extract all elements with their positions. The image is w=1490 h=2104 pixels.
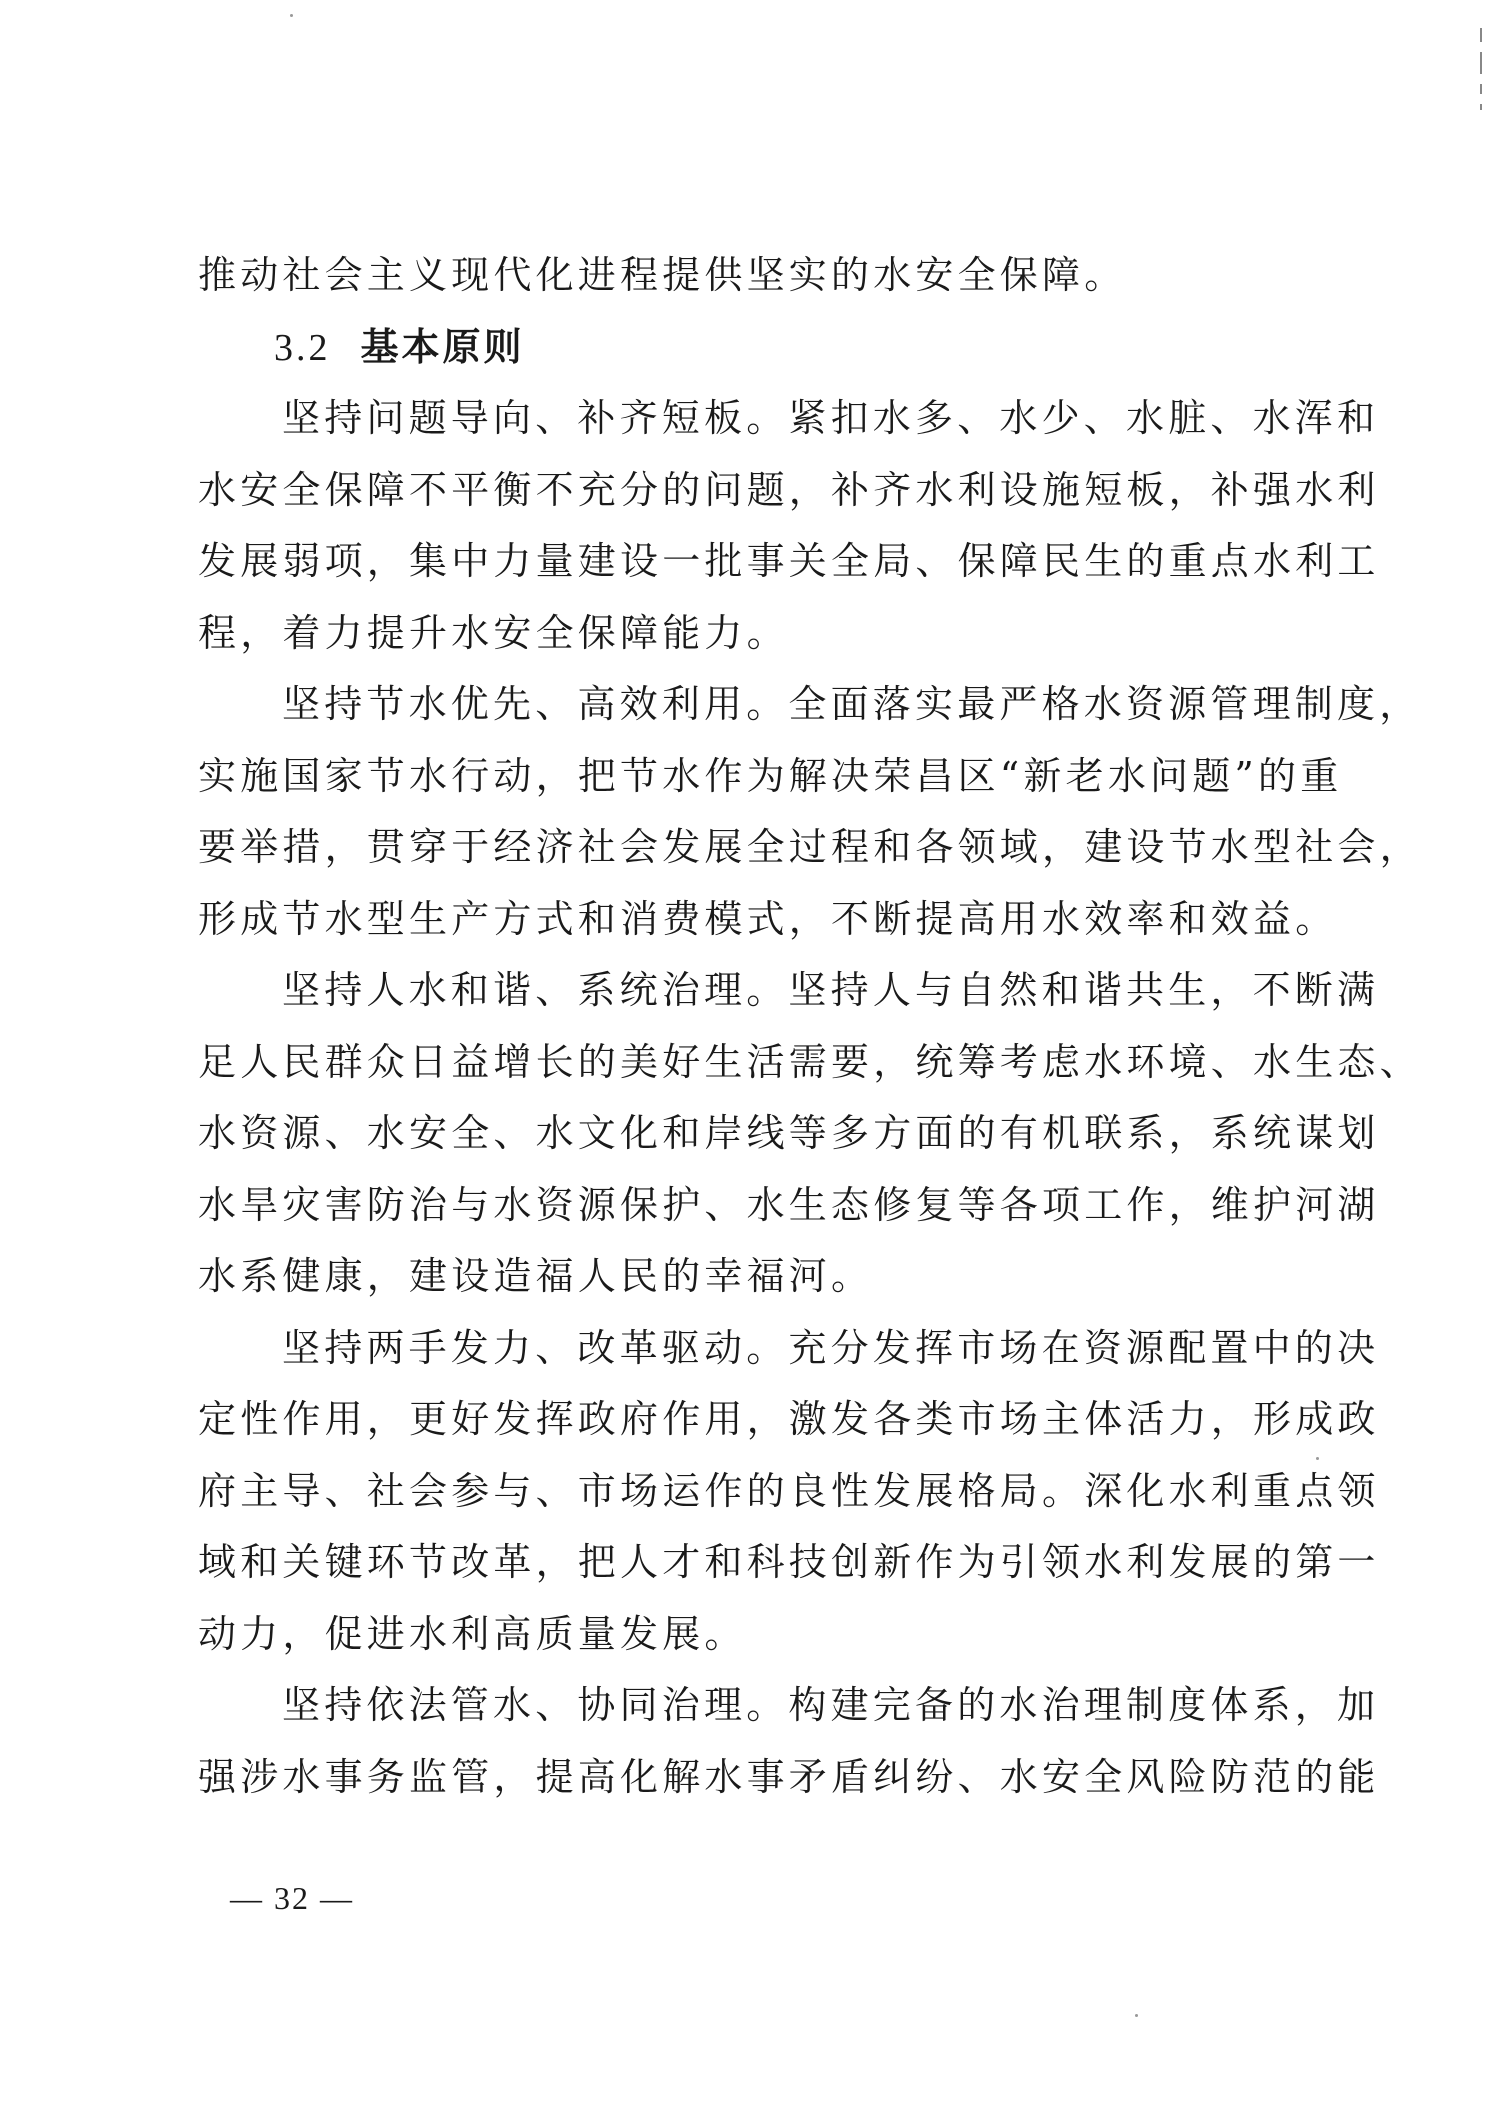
scan-mark — [1480, 84, 1482, 94]
text-line: 足人民群众日益增长的美好生活需要，统筹考虑水环境、水生态、 — [198, 1039, 1422, 1084]
text-line: 坚持两手发力、改革驱动。充分发挥市场在资源配置中的决 — [282, 1325, 1380, 1370]
text-line: 形成节水型生产方式和消费模式，不断提高用水效率和效益。 — [198, 896, 1338, 941]
scan-dot — [1135, 2014, 1138, 2017]
body-text — [198, 240, 1422, 1813]
text-line: 水旱灾害防治与水资源保护、水生态修复等各项工作，维护河湖 — [198, 1182, 1380, 1227]
scan-mark — [1480, 52, 1482, 74]
scan-dot — [290, 14, 293, 17]
text-line: 坚持节水优先、高效利用。全面落实最严格水资源管理制度， — [282, 682, 1422, 726]
text-line: 府主导、社会参与、市场运作的良性发展格局。深化水利重点领 — [198, 1468, 1380, 1513]
text-line: 坚持依法管水、协同治理。构建完备的水治理制度体系，加 — [282, 1683, 1380, 1727]
scan-mark — [1480, 28, 1482, 42]
text-line: 水资源、水安全、水文化和岸线等多方面的有机联系，系统谋划 — [198, 1111, 1380, 1155]
text-line: 水系健康，建设造福人民的幸福河。 — [198, 1254, 874, 1298]
text-line: 强涉水事务监管，提高化解水事矛盾纠纷、水安全风险防范的能 — [198, 1754, 1380, 1799]
text-line: 程，着力提升水安全保障能力。 — [198, 610, 789, 655]
scan-mark — [1480, 104, 1482, 110]
page-number: — 32 — — [230, 1880, 354, 1916]
section-number: 3.2 — [274, 326, 331, 369]
section-heading — [198, 312, 1278, 384]
section-title: 基本原则 — [360, 324, 525, 369]
text-line: 要举措，贯穿于经济社会发展全过程和各领域，建设节水型社会， — [198, 825, 1422, 869]
scan-dot — [1316, 1457, 1319, 1460]
text-line: 推动社会主义现代化进程提供坚实的水安全保障。 — [198, 253, 1127, 297]
text-line: 坚持问题导向、补齐短板。紧扣水多、水少、水脏、水浑和 — [282, 396, 1380, 440]
text-line: 定性作用，更好发挥政府作用，激发各类市场主体活力，形成政 — [198, 1397, 1380, 1441]
text-line: 域和关键环节改革，把人才和科技创新作为引领水利发展的第一 — [198, 1540, 1380, 1584]
text-line: 坚持人水和谐、系统治理。坚持人与自然和谐共生，不断满 — [282, 968, 1380, 1012]
text-line: 水安全保障不平衡不充分的问题，补齐水利设施短板，补强水利 — [198, 467, 1380, 512]
text-line: 发展弱项，集中力量建设一批事关全局、保障民生的重点水利工 — [198, 539, 1380, 583]
text-line: 实施国家节水行动，把节水作为解决荣昌区“新老水问题”的重 — [198, 753, 1343, 798]
text-line: 动力，促进水利高质量发展。 — [198, 1611, 747, 1656]
